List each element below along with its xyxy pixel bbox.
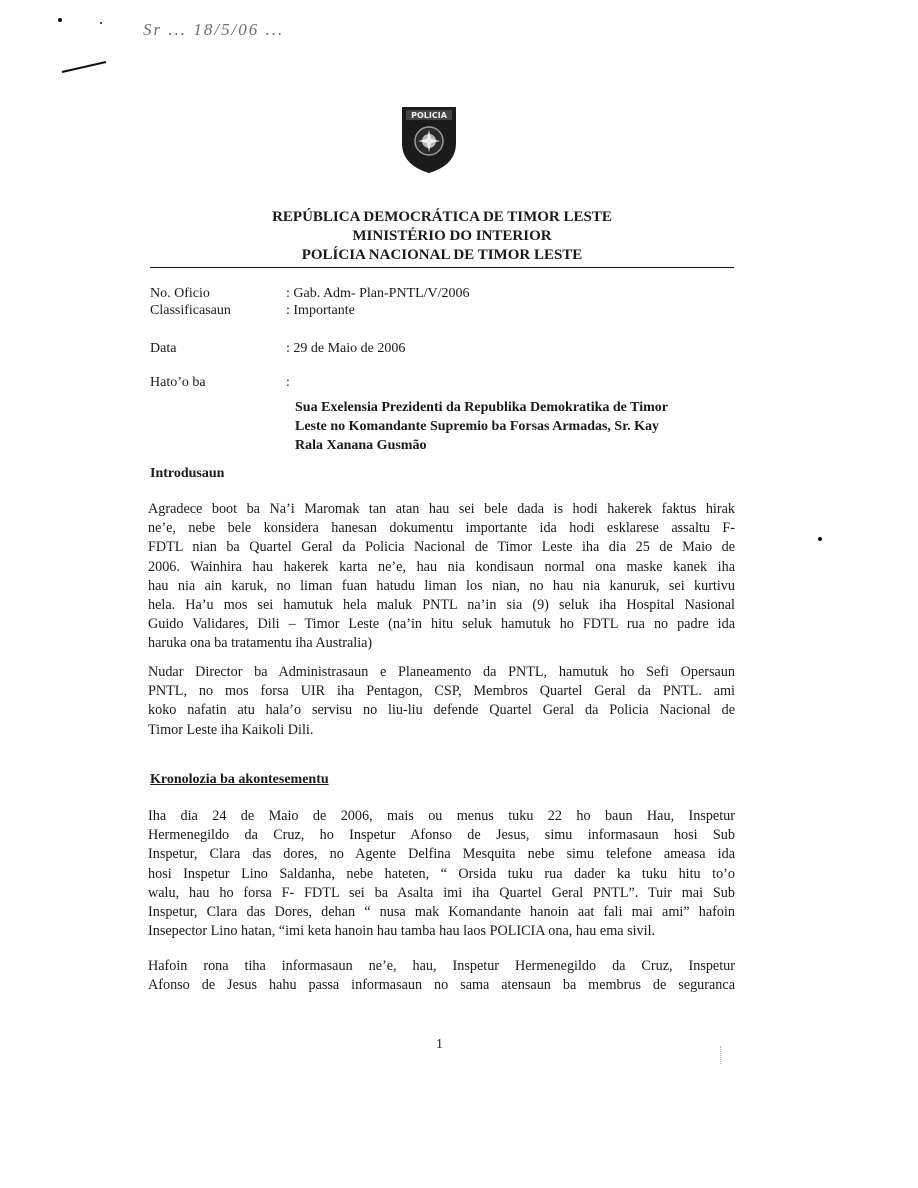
paragraph-line: hau nia ain karuk, no liman fuan hatudu liman los nian, no hau nia kanuruk, sei kurtivu xyxy=(148,577,735,594)
letterhead xyxy=(150,208,734,265)
oficio-value: : Gab. Adm- Plan-PNTL/V/2006 xyxy=(286,286,470,301)
pen-stroke-mark xyxy=(60,60,110,76)
paragraph-line: PNTL, no mos forsa UIR iha Pentagon, CSP, Membros Quartel Geral da PNTL. ami xyxy=(148,683,735,700)
paragraph-line: Iha dia 24 de Maio de 2006, mais ou menus tuku 22 ho baun Hau, Inspetur xyxy=(148,808,735,824)
stray-mark-dot xyxy=(818,537,822,541)
stray-mark-dot xyxy=(100,22,102,24)
paragraph-line: Nudar Director ba Administrasaun e Planeamento da PNTL, hamutuk ho Sefi Opersaun xyxy=(148,664,735,680)
paragraph-line: ne’e, nebe bele konsidera hanesan dokumentu importante ida hodi esklarese assaltu F- xyxy=(148,520,735,537)
paragraph-information xyxy=(148,957,735,995)
date-label: Data xyxy=(150,341,177,356)
paragraph-chronology xyxy=(148,807,735,941)
classification-label: Classificasaun xyxy=(150,303,231,318)
addressee-colon: : xyxy=(286,375,290,390)
header-rule xyxy=(150,267,734,268)
classification-value: : Importante xyxy=(286,303,355,318)
paragraph-line: Guido Validares, Dili – Timor Leste (na’in hitu seluk hamutuk ho FDTL rua no padre ida xyxy=(148,616,735,633)
handwritten-note: Sr ... 18/5/06 ... xyxy=(143,20,285,39)
paragraph-line: Inspetur, Clara das Dores, dehan “ nusa mak Komandante hanoin aat fali mai ami” hafoin xyxy=(148,904,735,921)
paragraph-line: Inspetur, Clara das dores, no Agente Delfina Mesquita nebe simu telefone ameasa ida xyxy=(148,846,735,863)
paragraph-director xyxy=(148,663,735,740)
letterhead-ministry: MINISTÉRIO DO INTERIOR xyxy=(352,228,552,244)
paragraph-line: Afonso de Jesus hahu passa informasaun no sama atensaun ba membrus de seguranca xyxy=(148,977,735,994)
section-heading-introduction: Introdusaun xyxy=(150,466,225,481)
paragraph-line: Hermenegildo da Cruz, ho Inspetur Afonso de Jesus, simu informasaun hosi Sub xyxy=(148,827,735,844)
letterhead-republic: REPÚBLICA DEMOCRÁTICA DE TIMOR LESTE xyxy=(272,209,612,225)
paragraph-line: koko nafatin atu hala’o servisu no liu-liu defende Quartel Geral da Policia Nacional de xyxy=(148,702,735,719)
svg-text:POLICIA: POLICIA xyxy=(411,111,447,120)
addressee-line: Rala Xanana Gusmão xyxy=(295,438,427,453)
date-value: : 29 de Maio de 2006 xyxy=(286,341,406,356)
page-number: 1 xyxy=(436,1037,443,1052)
oficio-label: No. Oficio xyxy=(150,286,210,301)
paragraph-line: hela. Ha’u mos sei hamutuk hela maluk PNTL na’in sia (9) seluk iha Hospital Nasional xyxy=(148,597,735,614)
paragraph-line: Insepector Lino hatan, “imi keta hanoin hau tamba hau laos POLICIA ona, hau ema sivil. xyxy=(148,923,656,940)
paragraph-line: FDTL nian ba Quartel Geral da Policia Nacional de Timor Leste iha dia 25 de Maio de xyxy=(148,539,735,556)
stray-mark xyxy=(720,1046,727,1064)
paragraph-line: Agradece boot ba Na’i Maromak tan atan hau sei bele dada is hodi hakerek faktus hirak xyxy=(148,501,735,517)
police-seal-emblem xyxy=(398,103,460,175)
addressee-line: Leste no Komandante Supremio ba Forsas Armadas, Sr. Kay xyxy=(295,419,660,434)
section-heading-chronology: Kronolozia ba akontesementu xyxy=(150,772,329,787)
stray-mark-dot xyxy=(58,18,62,22)
addressee-label: Hato’o ba xyxy=(150,375,206,390)
paragraph-line: walu, hau ho forsa F- FDTL sei ba Asalta imi iha Quartel Geral PNTL”. Tuir mai Sub xyxy=(148,884,735,901)
paragraph-line: Hafoin rona tiha informasaun ne’e, hau, Inspetur Hermenegildo da Cruz, Inspetur xyxy=(148,958,735,974)
paragraph-line: 2006. Wainhira hau hakerek karta ne’e, hau nia kondisaun normal ona maske kanek iha xyxy=(148,558,735,575)
addressee-line: Sua Exelensia Prezidenti da Republika Demokratika de Timor xyxy=(295,400,668,415)
addressee-block xyxy=(295,398,735,455)
paragraph-introduction xyxy=(148,500,735,654)
paragraph-line: Timor Leste iha Kaikoli Dili. xyxy=(148,721,314,738)
paragraph-line: hosi Inspetur Lino Saldanha, nebe hateten, “ Orsida tuku rua dader ka tuku hitu to’o xyxy=(148,865,735,882)
paragraph-line: haruka ona ba tratamentu iha Australia) xyxy=(148,635,373,652)
letterhead-police: POLÍCIA NACIONAL DE TIMOR LESTE xyxy=(301,247,583,263)
